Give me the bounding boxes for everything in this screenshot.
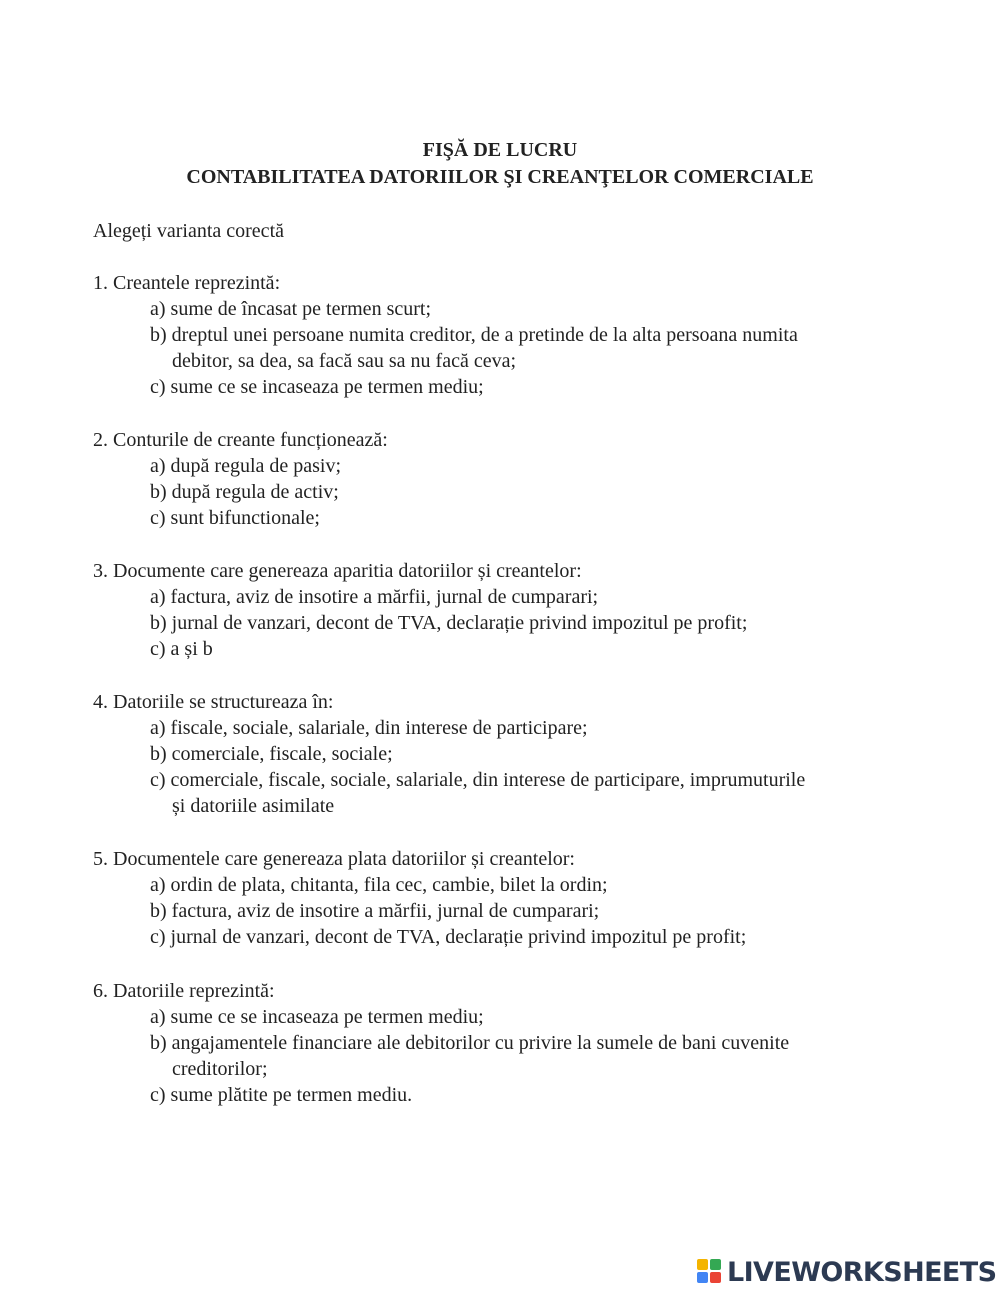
option-c[interactable]: c) sume ce se incaseaza pe termen mediu; <box>150 376 484 398</box>
question-text: 2. Conturile de creante funcționează: <box>93 429 388 451</box>
question-text: 4. Datoriile se structureaza în: <box>93 691 334 713</box>
option-line-continued: debitor, sa dea, sa facă sau sa nu facă ceva; <box>172 350 517 372</box>
question-6 <box>93 978 953 1108</box>
option-line-continued: creditorilor; <box>172 1058 268 1080</box>
option-b[interactable] <box>93 1030 953 1082</box>
question-text: 3. Documente care genereaza aparitia datoriilor și creantelor: <box>93 560 582 582</box>
instruction-text: Alegeți varianta corectă <box>93 220 284 242</box>
option-c[interactable]: c) jurnal de vanzari, decont de TVA, declarație privind impozitul pe profit; <box>150 926 747 948</box>
logo-square-green <box>710 1259 721 1270</box>
question-1 <box>93 270 953 400</box>
page-title: FIŞĂ DE LUCRU <box>422 139 578 161</box>
option-a[interactable]: a) ordin de plata, chitanta, fila cec, cambie, bilet la ordin; <box>150 874 608 896</box>
question-2 <box>93 427 953 531</box>
option-c[interactable]: c) a și b <box>150 638 213 660</box>
option-a[interactable]: a) factura, aviz de insotire a mărfii, jurnal de cumparari; <box>150 586 599 608</box>
option-b[interactable]: b) factura, aviz de insotire a mărfii, jurnal de cumparari; <box>150 900 600 922</box>
option-b[interactable]: b) comerciale, fiscale, sociale; <box>150 743 393 765</box>
logo-mark-icon <box>697 1259 723 1285</box>
logo-text: LIVEWORKSHEETS <box>727 1256 997 1288</box>
question-4 <box>93 689 953 819</box>
option-a[interactable]: a) sume de încasat pe termen scurt; <box>150 298 431 320</box>
option-line: c) comerciale, fiscale, sociale, salariale, din interese de participare, imprumuturile <box>150 769 806 791</box>
option-line-continued: și datoriile asimilate <box>172 795 335 817</box>
option-a[interactable]: a) fiscale, sociale, salariale, din interese de participare; <box>150 717 588 739</box>
option-a[interactable]: a) sume ce se incaseaza pe termen mediu; <box>150 1006 484 1028</box>
option-b[interactable]: b) jurnal de vanzari, decont de TVA, declarație privind impozitul pe profit; <box>150 612 748 634</box>
question-3 <box>93 558 953 662</box>
option-a[interactable]: a) după regula de pasiv; <box>150 455 342 477</box>
option-c[interactable] <box>93 767 953 819</box>
logo-square-yellow <box>697 1259 708 1270</box>
page-subtitle: CONTABILITATEA DATORIILOR ŞI CREANŢELOR COMERCIALE <box>186 166 814 188</box>
question-text: 6. Datoriile reprezintă: <box>93 980 275 1002</box>
liveworksheets-logo[interactable] <box>697 1257 996 1287</box>
option-b[interactable]: b) după regula de activ; <box>150 481 339 503</box>
option-line: b) dreptul unei persoane numita creditor, de a pretinde de la alta persoana numita <box>150 324 798 346</box>
question-text: 5. Documentele care genereaza plata datoriilor și creantelor: <box>93 848 575 870</box>
option-c[interactable]: c) sunt bifunctionale; <box>150 507 320 529</box>
option-line: b) angajamentele financiare ale debitorilor cu privire la sumele de bani cuvenite <box>150 1032 790 1054</box>
option-c[interactable]: c) sume plătite pe termen mediu. <box>150 1084 413 1106</box>
question-5 <box>93 846 953 950</box>
option-b[interactable] <box>93 322 953 374</box>
question-text: 1. Creantele reprezintă: <box>93 272 281 294</box>
logo-square-blue <box>697 1272 708 1283</box>
logo-square-red <box>710 1272 721 1283</box>
